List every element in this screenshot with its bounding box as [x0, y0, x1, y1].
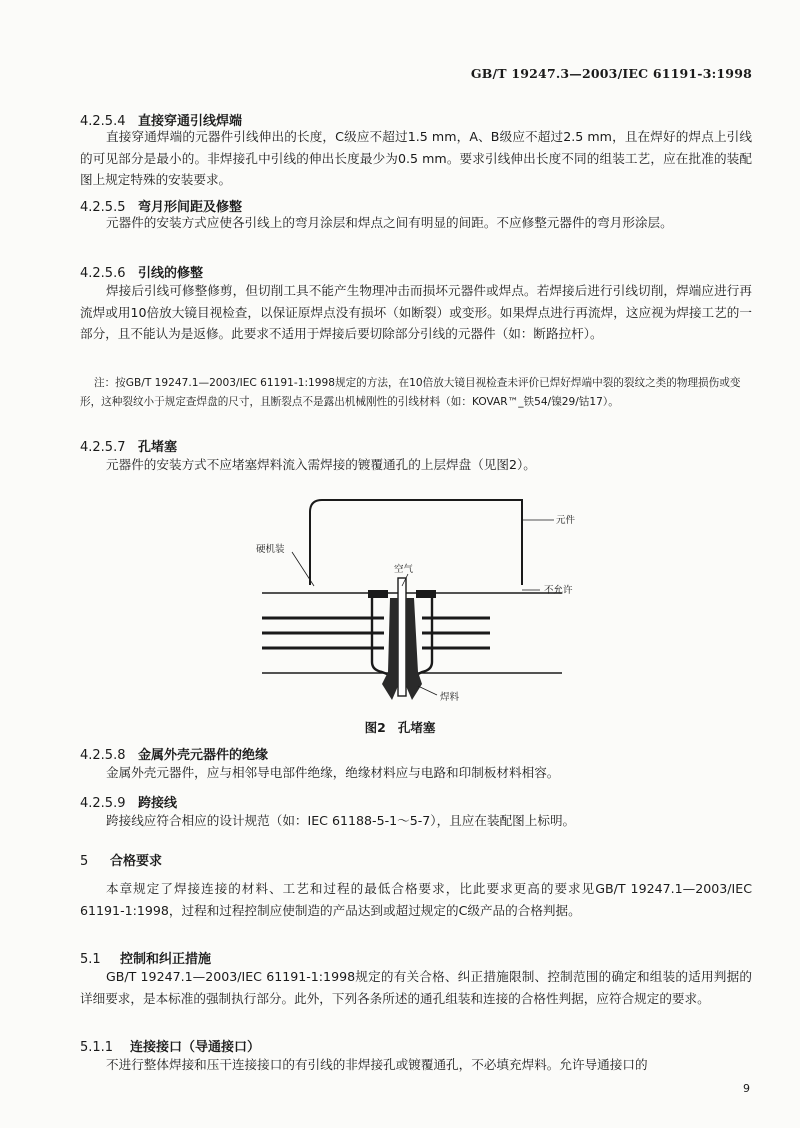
paragraph: 元器件的安装方式应使各引线上的弯月涂层和焊点之间有明显的间距。不应修整元器件的弯月形涂层。	[106, 215, 673, 230]
label-component: 元件	[556, 515, 576, 526]
section-title: 孔堵塞	[138, 440, 178, 455]
paragraph: 金属外壳元器件，应与相邻导电部件绝缘，绝缘材料应与电路和印制板材料相容。	[106, 765, 560, 780]
chapter-heading	[80, 850, 162, 869]
section-title: 合格要求	[110, 854, 163, 869]
section-number: 5.1.1	[80, 1040, 114, 1055]
paragraph: GB/T 19247.1—2003/IEC 61191-1:1998规定的有关合格、纠正措施限制、控制范围的确定和组装的适用判据的详细要求，是本标准的强制执行部分。此外，下列各条所述的通孔组装和连接的合格性判据，应符合规定的要求。	[80, 969, 752, 1006]
section-title: 引线的修整	[138, 266, 204, 281]
section-title: 跨接线	[138, 796, 178, 811]
top-pad-right	[416, 590, 436, 598]
section-title: 直接穿通引线焊端	[138, 114, 243, 129]
figure-number: 图2	[364, 720, 386, 735]
figure-caption	[0, 718, 800, 736]
component-body	[310, 500, 522, 585]
top-pad-left	[368, 590, 388, 598]
label-no-solder: 不允许	[544, 585, 573, 596]
figure-title: 孔堵塞	[397, 720, 436, 735]
section-title: 控制和纠正措施	[120, 952, 212, 967]
label-solder: 焊料	[440, 692, 460, 703]
paragraph: 跨接线应符合相应的设计规范（如：IEC 61188-5-1～5-7），且应在装配图上标明。	[106, 813, 576, 828]
label-air: 空气	[394, 564, 414, 575]
section-heading	[80, 744, 268, 763]
section-heading	[80, 262, 203, 281]
label-standoff: 硬机装	[256, 544, 285, 555]
section-title: 连接接口（导通接口）	[130, 1040, 261, 1055]
solder-fill-left	[382, 598, 398, 700]
section-heading	[80, 1036, 260, 1055]
section-title: 金属外壳元器件的绝缘	[138, 748, 269, 763]
section-number: 5.1	[80, 952, 101, 967]
solder-fill-right	[406, 598, 422, 700]
component-lead	[398, 578, 406, 696]
note: 注：按GB/T 19247.1—2003/IEC 61191-1:1998规定的方法，在10倍放大镜目视检查未评价已焊好焊端中裂的裂纹之类的物理损伤或变形，这种裂纹小于规定查焊盘的尺寸，且断裂点不是露出机械刚性的引线材料（如：KOVAR™_铁54/镍29/钴17）。	[80, 377, 741, 408]
section-title: 弯月形间距及修整	[138, 200, 243, 215]
section-heading	[80, 792, 177, 811]
paragraph: 焊接后引线可修整修剪，但切削工具不能产生物理冲击而损坏元器件或焊点。若焊接后进行引线切削，焊端应进行再流焊或用10倍放大镜目视检查，以保证原焊点没有损坏（如断裂）或变形。如果焊点进行再流焊，这应视为焊接工艺的一部分，且不能认为是返修。此要求不适用于焊接后要切除部分引线的元器件（如：断路拉杆）。	[80, 283, 752, 341]
paragraph: 直接穿通焊端的元器件引线伸出的长度，C级应不超过1.5 mm，A、B级应不超过2.5 mm，且在焊好的焊点上引线的可见部分是最小的。非焊接孔中引线的伸出长度最少为0.5 mm。要求引线伸出长度不同的组装工艺，应在批准的装配图上规定特殊的安装要求。	[80, 129, 752, 187]
section-heading	[80, 948, 211, 967]
section-number: 4.2.5.8	[80, 748, 126, 763]
section-number: 4.2.5.5	[80, 200, 126, 215]
page-number: 9	[743, 1082, 750, 1095]
standard-code-header: GB/T 19247.3—2003/IEC 61191-3:1998	[470, 66, 752, 81]
section-number: 4.2.5.9	[80, 796, 126, 811]
paragraph: 不进行整体焊接和压干连接接口的有引线的非焊接孔或镀覆通孔，不必填充焊料。允许导通接口的	[106, 1057, 648, 1072]
leader-line	[418, 686, 437, 695]
hole-obstruction-figure	[222, 490, 642, 710]
section-number: 4.2.5.4	[80, 114, 126, 129]
section-heading	[80, 436, 177, 455]
section-number: 5	[80, 854, 89, 869]
paragraph: 元器件的安装方式不应堵塞焊料流入需焊接的镀覆通孔的上层焊盘（见图2）。	[106, 457, 536, 472]
section-number: 4.2.5.7	[80, 440, 126, 455]
section-number: 4.2.5.6	[80, 266, 126, 281]
paragraph: 本章规定了焊接连接的材料、工艺和过程的最低合格要求，比此要求更高的要求见GB/T 19247.1—2003/IEC 61191-1:1998，过程和过程控制应使制造的产品达到或超过规定的C级产品的合格判据。	[80, 881, 752, 918]
